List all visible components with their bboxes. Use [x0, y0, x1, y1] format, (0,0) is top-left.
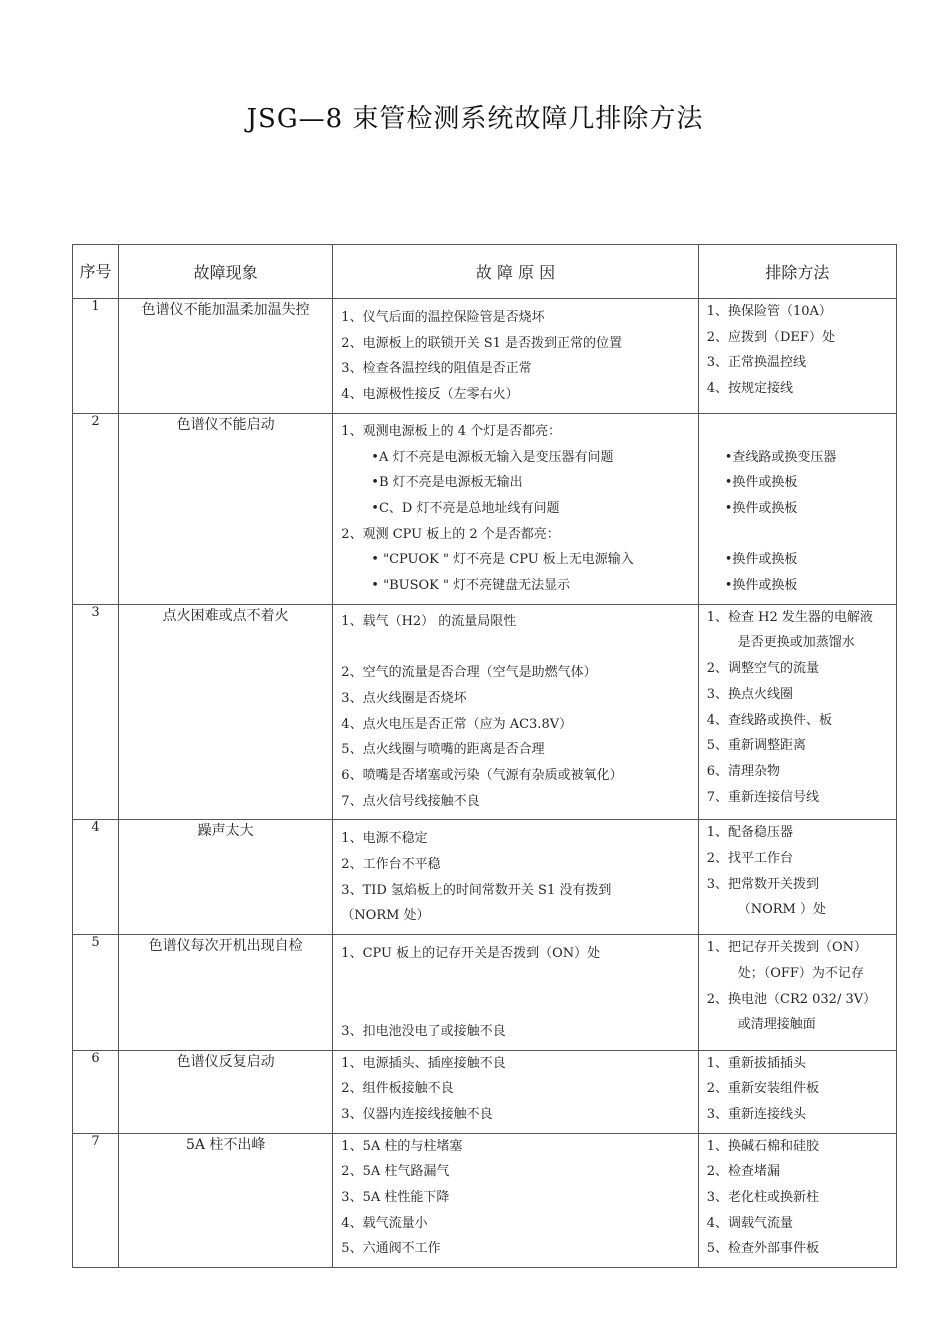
fix-line: 5、检查外部事件板: [706, 1241, 820, 1257]
cause-line: •C、D 灯不亮是总地址线有问题: [371, 500, 560, 516]
table-row: [73, 299, 897, 414]
cause-line: 2、5A 柱气路漏气: [341, 1164, 450, 1180]
fix-line: 2、重新安装组件板: [706, 1081, 820, 1097]
fault-cause-cell: [333, 604, 698, 820]
fix-line: 2、找平工作台: [706, 851, 794, 867]
cause-line: •A 灯不亮是电源板无输入是变压器有问题: [371, 449, 614, 465]
cause-line: 4、点火电压是否正常（应为 AC3.8V）: [341, 716, 573, 732]
cause-line: 3、仪器内连接线接触不良: [341, 1106, 493, 1122]
row-number: 4: [73, 820, 119, 935]
fault-symptom: 色谱仪反复启动: [119, 1050, 333, 1133]
cause-line: 3、5A 柱性能下降: [341, 1190, 450, 1206]
fault-symptom: 点火困难或点不着火: [119, 604, 333, 820]
cause-line: 5、点火线圈与喷嘴的距离是否合理: [341, 742, 545, 758]
fix-line: 或清理接触面: [737, 1017, 816, 1033]
cause-line: 1、仪气后面的温控保险管是否烧坏: [341, 310, 545, 325]
cause-line: 1、电源不稳定: [341, 831, 428, 847]
fault-cause-cell: [333, 1050, 698, 1133]
fix-line: （NORM ）处: [737, 902, 826, 918]
cause-line: 2、组件板接触不良: [341, 1081, 454, 1097]
fault-table: [72, 244, 897, 1268]
fix-method-cell: [698, 299, 896, 414]
fault-cause-cell: [333, 299, 698, 414]
fix-line: 5、重新调整距离: [706, 738, 807, 754]
cause-line: 3、TID 氢焰板上的时间常数开关 S1 没有拨到: [341, 882, 612, 898]
row-number: 3: [73, 604, 119, 820]
page-title: JSG—8 束管检测系统故障几排除方法: [246, 104, 704, 134]
table-row: [73, 935, 897, 1050]
fix-line: 3、把常数开关拨到: [706, 876, 820, 892]
header-cause: 故 障 原 因: [333, 245, 698, 299]
fix-line: •换件或换板: [724, 475, 798, 491]
fix-line: 6、清理杂物: [706, 763, 781, 779]
cause-line: 5、六通阀不工作: [341, 1241, 441, 1257]
fault-cause-cell: [333, 820, 698, 935]
fix-line: •换件或换板: [724, 500, 798, 516]
fault-symptom: 色谱仪不能加温柔加温失控: [119, 299, 333, 414]
fix-line: •查线路或换变压器: [724, 449, 837, 465]
table-row: [73, 820, 897, 935]
fix-method-cell: [698, 1133, 896, 1268]
cause-line: 2、电源板上的联锁开关 S1 是否拨到正常的位置: [341, 335, 623, 351]
cause-line: 2、空气的流量是否合理（空气是助燃气体）: [341, 665, 597, 681]
fix-line: 2、检查堵漏: [706, 1164, 781, 1180]
fix-line: 1、换碱石棉和硅胶: [706, 1138, 820, 1154]
fix-line: 1、配备稳压器: [706, 825, 794, 841]
fault-symptom: 躁声太大: [119, 820, 333, 935]
fault-cause-cell: [333, 935, 698, 1050]
cause-line: 2、工作台不平稳: [341, 857, 441, 873]
fix-line: 2、应拨到（DEF）处: [706, 329, 835, 345]
fix-line: 2、换电池（CR2 032/ 3V）: [706, 991, 877, 1007]
cause-line: 1、观测电源板上的 4 个灯是否都亮：: [341, 423, 562, 439]
cause-line: 7、点火信号线接触不良: [341, 793, 480, 809]
fix-method-cell: [698, 604, 896, 820]
table-row: [73, 1133, 897, 1268]
row-number: 7: [73, 1133, 119, 1268]
header-symptom: 故障现象: [119, 245, 333, 299]
fault-symptom: 5A 柱不出峰: [119, 1133, 333, 1268]
fault-cause-cell: [333, 413, 698, 604]
cause-spacer: [341, 993, 689, 1019]
fix-line: 处；（OFF）为不记存: [737, 965, 864, 981]
fix-line: 1、重新拔插插头: [706, 1055, 807, 1071]
table-row: [73, 1050, 897, 1133]
fault-symptom: 色谱仪不能启动: [119, 413, 333, 604]
fix-method-cell: [698, 1050, 896, 1133]
cause-line: 4、载气流量小: [341, 1215, 428, 1231]
cause-line: 3、检查各温控线的阻值是否正常: [341, 361, 532, 377]
cause-line: 3、点火线圈是否烧坏: [341, 690, 467, 706]
fix-line: •换件或换板: [724, 578, 798, 593]
row-number: 5: [73, 935, 119, 1050]
fault-symptom: 色谱仪每次开机出现自检: [119, 935, 333, 1050]
row-number: 6: [73, 1050, 119, 1133]
fix-line: 1、把记存开关拨到（ON）: [706, 940, 868, 956]
fix-line: 4、按规定接线: [706, 381, 794, 397]
row-number: 1: [73, 299, 119, 414]
fix-line: 3、重新连接线头: [706, 1106, 807, 1122]
table-header-row: [73, 245, 897, 299]
fix-method-cell: [698, 935, 896, 1050]
fix-line: 3、老化柱或换新柱: [706, 1190, 820, 1206]
cause-spacer: [341, 967, 689, 993]
fix-line: •换件或换板: [724, 552, 798, 568]
cause-spacer: [341, 634, 689, 660]
header-fix: 排除方法: [698, 245, 896, 299]
cause-line: • "BUSOK " 灯不亮键盘无法显示: [371, 578, 571, 594]
fix-method-cell: [698, 413, 896, 604]
fix-line: 是否更换或加蒸馏水: [737, 635, 855, 651]
cause-line: 4、电源极性接反（左零右火）: [341, 387, 519, 403]
fix-line: 3、换点火线圈: [706, 686, 794, 702]
fix-line: 7、重新连接信号线: [706, 789, 820, 805]
fix-line: 3、正常换温控线: [706, 355, 807, 371]
cause-line: 2、观测 CPU 板上的 2 个是否都亮：: [341, 526, 560, 542]
fix-line: 4、调载气流量: [706, 1215, 794, 1231]
fix-line: 1、检查 H2 发生器的电解液: [706, 609, 873, 625]
header-no: 序号: [73, 245, 119, 299]
fix-spacer: [707, 522, 888, 548]
cause-line: 3、扣电池没电了或接触不良: [341, 1023, 506, 1039]
fix-method-cell: [698, 820, 896, 935]
fault-cause-cell: [333, 1133, 698, 1268]
table-row: [73, 413, 897, 604]
fix-line: 1、换保险管（10A）: [706, 304, 832, 319]
cause-line: 1、CPU 板上的记存开关是否拨到（ON）处: [341, 946, 601, 962]
fix-spacer: [707, 419, 888, 445]
cause-line: 1、5A 柱的与柱堵塞: [341, 1138, 463, 1154]
cause-line: 1、电源插头、插座接触不良: [341, 1055, 506, 1071]
table-row: [73, 604, 897, 820]
cause-line: （NORM 处）: [341, 908, 430, 924]
cause-line: • "CPUOK " 灯不亮是 CPU 板上无电源输入: [371, 552, 634, 568]
cause-line: 1、载气（H2） 的流量局限性: [341, 613, 517, 629]
fix-line: 4、查线路或换件、板: [706, 712, 833, 728]
row-number: 2: [73, 413, 119, 604]
cause-line: •B 灯不亮是电源板无输出: [371, 475, 523, 491]
fix-line: 2、调整空气的流量: [706, 661, 820, 677]
cause-line: 6、喷嘴是否堵塞或污染（气源有杂质或被氧化）: [341, 767, 623, 783]
